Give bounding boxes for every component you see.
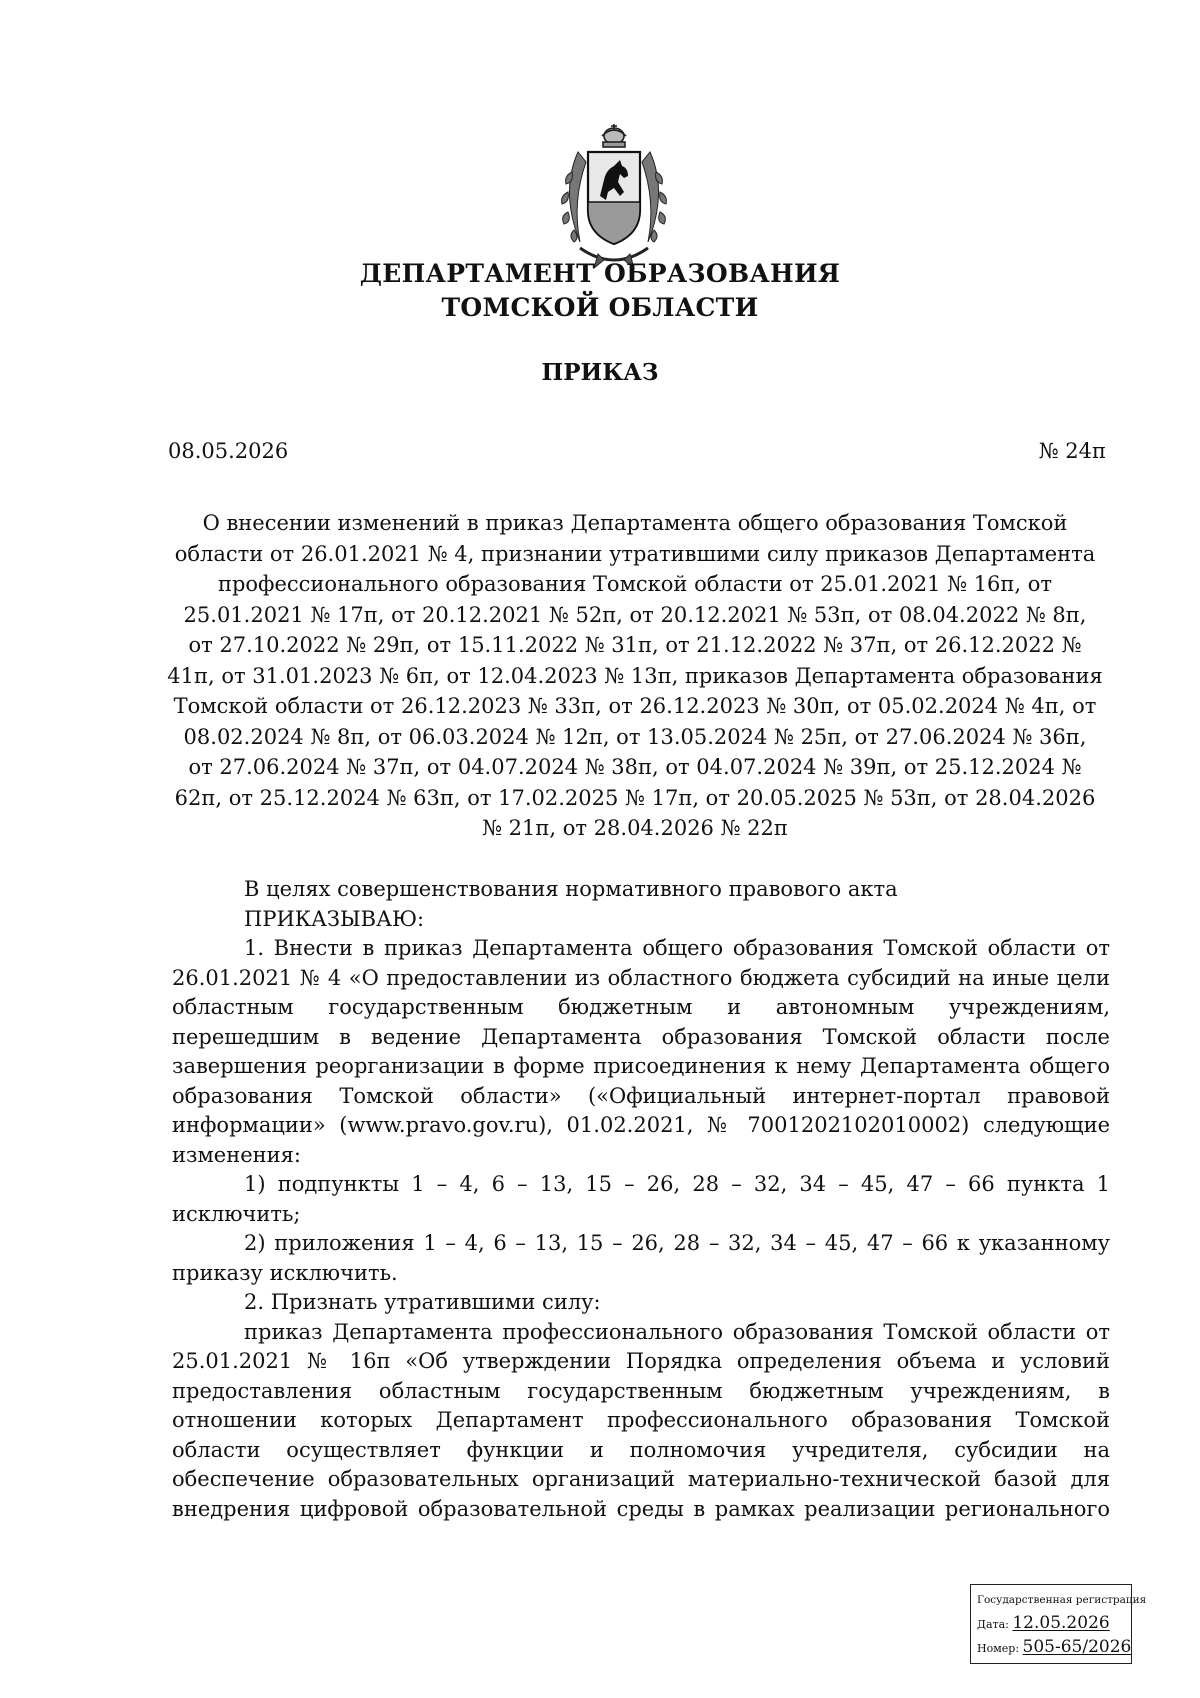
order-body — [172, 875, 1110, 1524]
body-line: областным государственным бюджетным и автономным учреждениям, — [172, 995, 1110, 1019]
body-line: предоставления областным государственным бюджетным учреждениям, в — [172, 1378, 1110, 1403]
body-line: приказ Департамента профессионального образования Томской области от — [244, 1319, 1110, 1344]
body-line: обеспечение образовательных организаций материально-технической базой для — [172, 1467, 1110, 1491]
subject-line: № 21п, от 28.04.2026 № 22п — [482, 816, 788, 840]
order-subject — [160, 508, 1110, 844]
body-line: информации» (www.pravo.gov.ru), 01.02.2021, № 7001202102010002) следующие — [172, 1113, 1110, 1137]
registration-stamp — [970, 1584, 1147, 1664]
body-line: внедрения цифровой образовательной среды в рамках реализации регионального — [172, 1496, 1110, 1521]
subject-line: от 27.06.2024 № 37п, от 04.07.2024 № 38п, от 04.07.2024 № 39п, от 25.12.2024 № — [188, 755, 1082, 779]
registration-date-value: 12.05.2026 — [1012, 1613, 1110, 1633]
registration-title: Государственная регистрация — [977, 1594, 1147, 1606]
body-line: 1) подпункты 1 – 4, 6 – 13, 15 – 26, 28 – 32, 34 – 45, 47 – 66 пункта 1 — [244, 1172, 1110, 1196]
body-line-order-word: ПРИКАЗЫВАЮ: — [244, 906, 425, 931]
body-line: 2) приложения 1 – 4, 6 – 13, 15 – 26, 28 – 32, 34 – 45, 47 – 66 к указанному — [244, 1231, 1110, 1255]
subject-line: Томской области от 26.12.2023 № 33п, от 26.12.2023 № 30п, от 05.02.2024 № 4п, от — [173, 694, 1097, 718]
body-line: завершения реорганизации в форме присоединения к нему Департамента общего — [172, 1054, 1110, 1078]
body-line: 26.01.2021 № 4 «О предоставлении из областного бюджета субсидий на иные цели — [172, 965, 1110, 990]
body-line: приказу исключить. — [172, 1260, 398, 1285]
subject-line: от 27.10.2022 № 29п, от 15.11.2022 № 31п, от 21.12.2022 № 37п, от 26.12.2022 № — [188, 633, 1082, 657]
subject-line: области от 26.01.2021 № 4, признании утратившими силу приказов Департамента — [174, 541, 1096, 566]
body-line: перешедшим в ведение Департамента образования Томской области после — [172, 1024, 1110, 1049]
body-line: 25.01.2021 № 16п «Об утверждении Порядка определения объема и условий — [172, 1349, 1110, 1373]
body-line: образования Томской области» («Официальный интернет-портал правовой — [172, 1083, 1110, 1108]
department-title-line1: ДЕПАРТАМЕНТ ОБРАЗОВАНИЯ — [359, 259, 841, 288]
subject-line: 08.02.2024 № 8п, от 06.03.2024 № 12п, от 13.05.2024 № 25п, от 27.06.2024 № 36п, — [183, 724, 1087, 749]
body-line: области осуществляет функции и полномочия учредителя, субсидии на — [172, 1437, 1110, 1462]
order-number: № 24п — [1038, 439, 1106, 463]
department-title-line2: ТОМСКОЙ ОБЛАСТИ — [441, 293, 759, 322]
body-line: исключить; — [172, 1201, 301, 1226]
subject-line: 25.01.2021 № 17п, от 20.12.2021 № 52п, от 20.12.2021 № 53п, от 08.04.2022 № 8п, — [183, 602, 1087, 627]
body-line: отношении которых Департамент профессионального образования Томской — [172, 1408, 1110, 1432]
order-date: 08.05.2026 — [168, 439, 289, 463]
body-line: изменения: — [172, 1142, 301, 1167]
body-line: 1. Внести в приказ Департамента общего образования Томской области от — [244, 936, 1110, 960]
subject-line: 41п, от 31.01.2023 № 6п, от 12.04.2023 № 13п, приказов Департамента образования — [167, 663, 1103, 688]
tomsk-coat-of-arms-icon — [550, 122, 678, 274]
document-type-title: ПРИКАЗ — [541, 359, 659, 386]
subject-line: О внесении изменений в приказ Департамента общего образования Томской — [202, 511, 1068, 535]
registration-number-value: 505-65/2026 — [1022, 1637, 1132, 1657]
registration-number-label: Номер: — [977, 1642, 1020, 1655]
body-line: 2. Признать утратившими силу: — [244, 1290, 601, 1314]
subject-line: профессионального образования Томской области от 25.01.2021 № 16п, от — [217, 572, 1053, 596]
body-line-preamble: В целях совершенствования нормативного правового акта — [244, 877, 898, 901]
subject-line: 62п, от 25.12.2024 № 63п, от 17.02.2025 № 17п, от 20.05.2025 № 53п, от 28.04.2026 — [174, 785, 1096, 810]
registration-date-label: Дата: — [977, 1618, 1009, 1631]
